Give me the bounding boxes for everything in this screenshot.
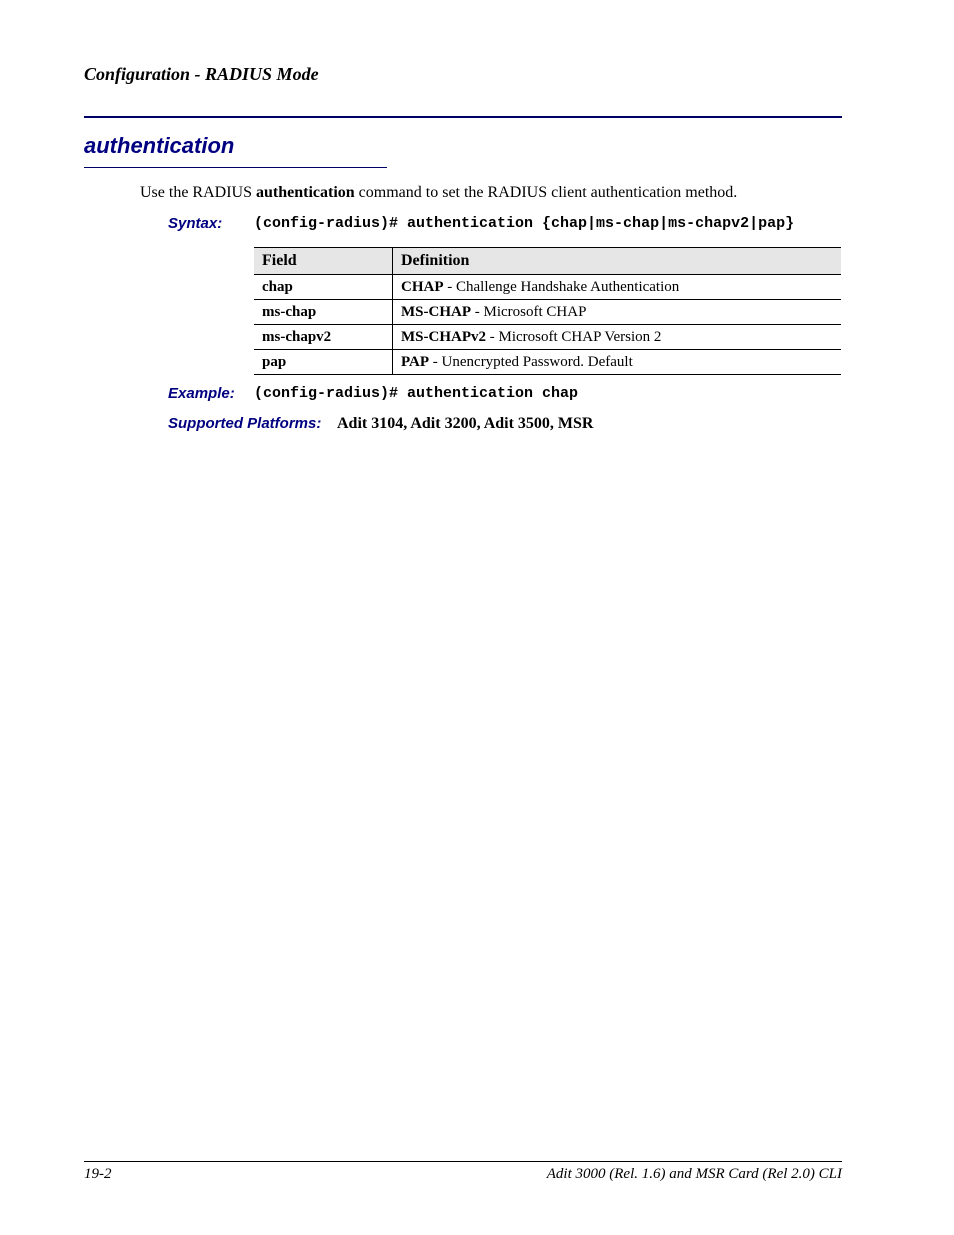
definition-text: - Microsoft CHAP (471, 303, 587, 320)
table-row (254, 275, 841, 300)
syntax-code: (config-radius)# authentication {chap|ms-chap|ms-chapv2|pap} (254, 215, 795, 232)
definition-cell (393, 300, 842, 325)
footer-divider (84, 1161, 842, 1162)
running-header: Configuration - RADIUS Mode (84, 64, 319, 84)
definition-term: MS-CHAPv2 (401, 328, 486, 345)
field-cell: ms-chap (254, 300, 393, 325)
column-header-field: Field (254, 248, 393, 275)
example-label: Example: (168, 385, 235, 402)
intro-prefix: Use the RADIUS (140, 184, 256, 201)
definition-cell (393, 325, 842, 350)
intro-paragraph (140, 184, 737, 202)
table-row (254, 325, 841, 350)
column-header-definition: Definition (393, 248, 842, 275)
platforms-label: Supported Platforms: (168, 415, 322, 432)
definition-text: - Microsoft CHAP Version 2 (486, 328, 662, 345)
definition-term: CHAP (401, 278, 444, 295)
syntax-label: Syntax: (168, 215, 223, 232)
field-cell: chap (254, 275, 393, 300)
definition-term: PAP (401, 353, 430, 370)
field-cell: ms-chapv2 (254, 325, 393, 350)
field-cell: pap (254, 350, 393, 375)
intro-suffix: command to set the RADIUS client authentication method. (354, 184, 738, 201)
definition-term: MS-CHAP (401, 303, 471, 320)
definition-cell (393, 275, 842, 300)
definition-text: - Challenge Handshake Authentication (443, 278, 680, 295)
table-row (254, 300, 841, 325)
page-number: 19-2 (84, 1166, 112, 1182)
definition-text: - Unencrypted Password. Default (429, 353, 633, 370)
definition-cell (393, 350, 842, 375)
table-row (254, 350, 841, 375)
section-title: authentication (84, 133, 235, 158)
section-title-underline (84, 167, 387, 168)
table-header-row (254, 248, 841, 275)
document-title: Adit 3000 (Rel. 1.6) and MSR Card (Rel 2.0) CLI (546, 1166, 842, 1182)
example-code: (config-radius)# authentication chap (254, 385, 579, 402)
field-definition-table (254, 247, 841, 375)
intro-keyword: authentication (256, 184, 355, 201)
platforms-value: Adit 3104, Adit 3200, Adit 3500, MSR (337, 415, 594, 432)
header-divider (84, 116, 842, 118)
